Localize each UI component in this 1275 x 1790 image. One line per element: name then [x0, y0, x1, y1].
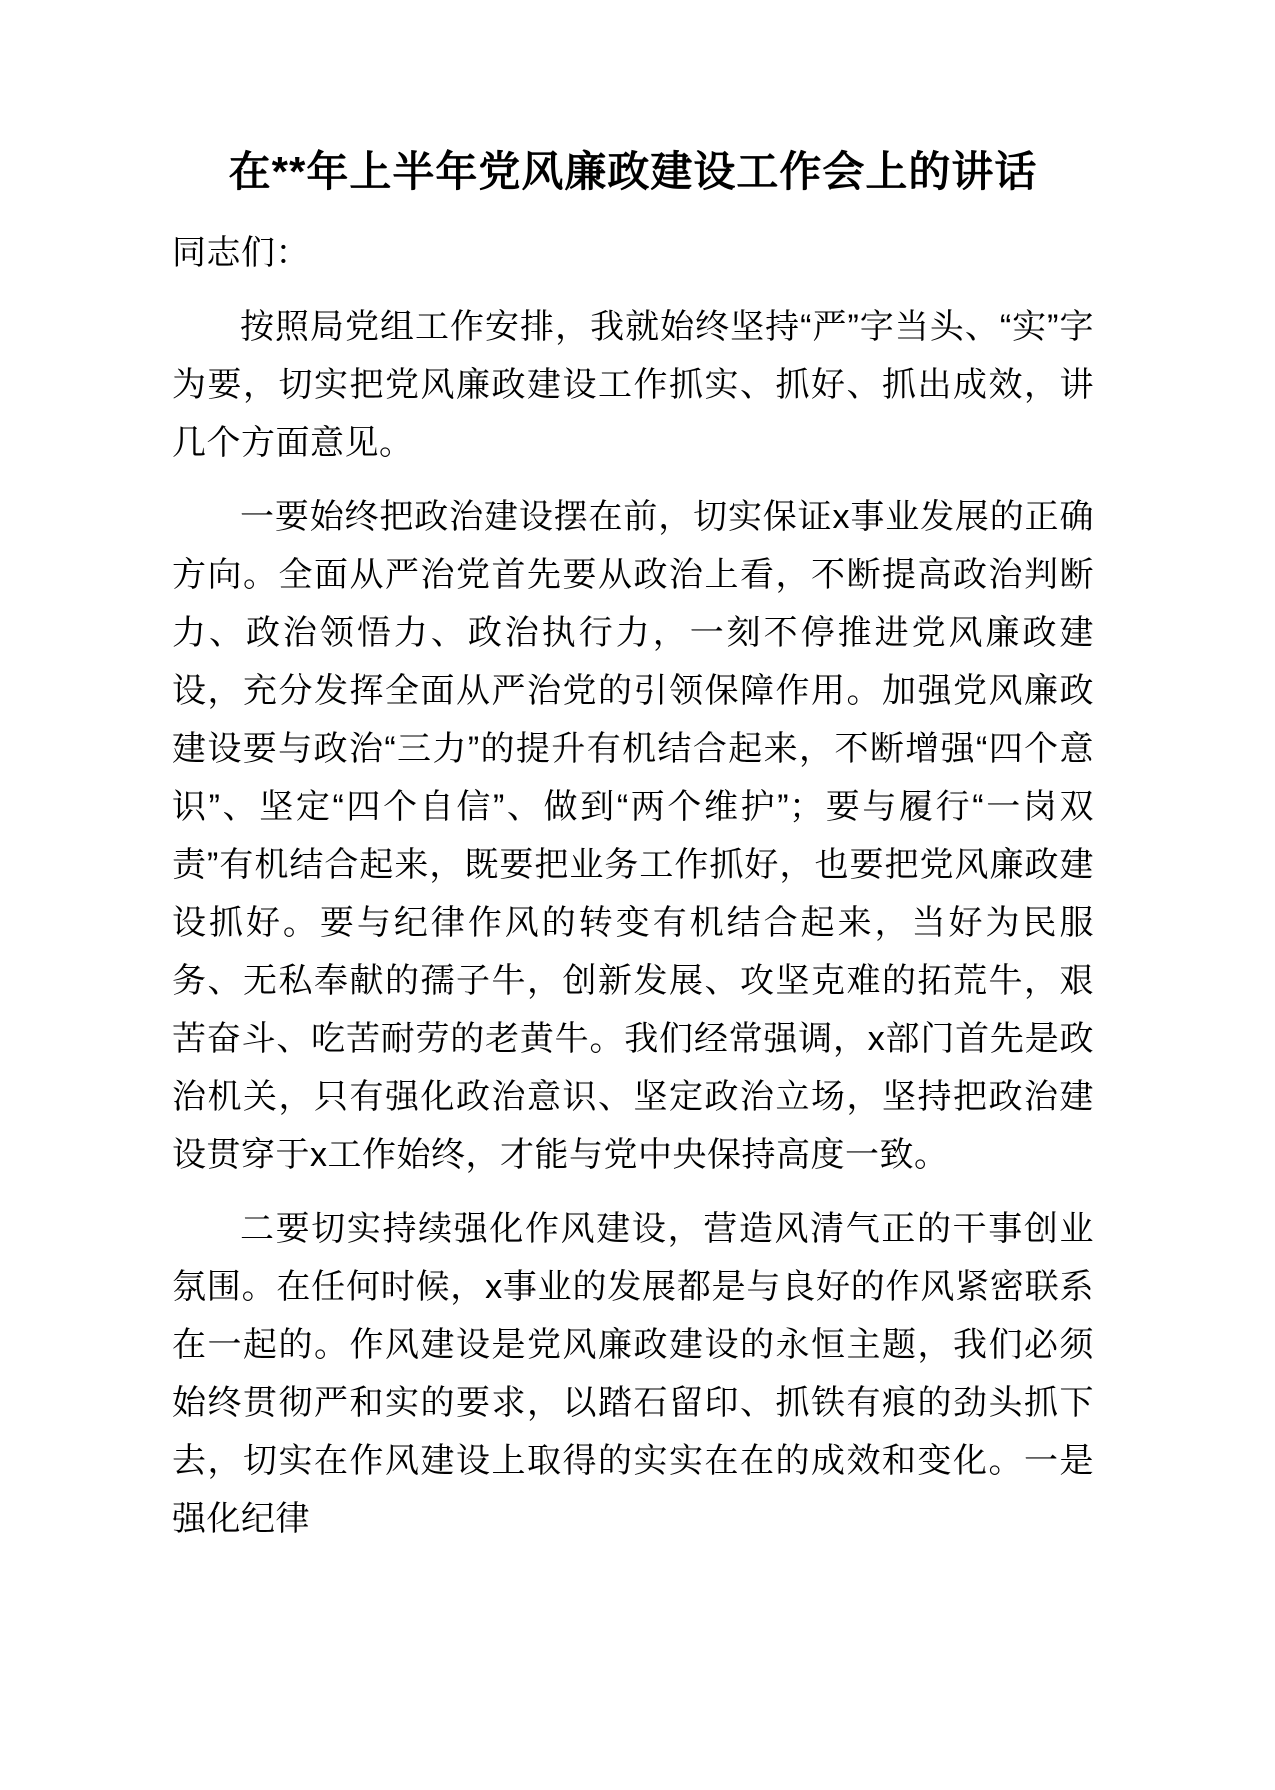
document-page [0, 140, 1275, 1790]
document-title: 在**年上半年党风廉政建设工作会上的讲话 [228, 148, 1038, 195]
salutation-paragraph: 同志们： [172, 234, 310, 272]
section-two-paragraph: 二要切实持续强化作风建设，营造风清气正的干事创业氛围。在任何时候，x事业的发展都是与良好的作风紧密联系在一起的。作风建设是党风廉政建设的永恒主题，我们必须始终贯彻严和实的要求，以踏石留印、抓铁有痕的劲头抓下去，切实在作风建设上取得的实实在在的成效和变化。一是强化纪律 [172, 1210, 1094, 1538]
document-body [172, 224, 1094, 1548]
intro-paragraph: 按照局党组工作安排，我就始终坚持“严”字当头、“实”字为要，切实把党风廉政建设工作抓实、抓好、抓出成效，讲几个方面意见。 [172, 308, 1094, 462]
section-one-paragraph: 一要始终把政治建设摆在前，切实保证x事业发展的正确方向。全面从严治党首先要从政治上看，不断提高政治判断力、政治领悟力、政治执行力，一刻不停推进党风廉政建设，充分发挥全面从严治党的引领保障作用。加强党风廉政建设要与政治“三力”的提升有机结合起来，不断增强“四个意识”、坚定“四个自信”、做到“两个维护”；要与履行“一岗双责”有机结合起来，既要把业务工作抓好，也要把党风廉政建设抓好。要与纪律作风的转变有机结合起来，当好为民服务、无私奉献的孺子牛，创新发展、攻坚克难的拓荒牛，艰苦奋斗、吃苦耐劳的老黄牛。我们经常强调，x部门首先是政治机关，只有强化政治意识、坚定政治立场，坚持把政治建设贯穿于x工作始终，才能与党中央保持高度一致。 [172, 498, 1094, 1174]
